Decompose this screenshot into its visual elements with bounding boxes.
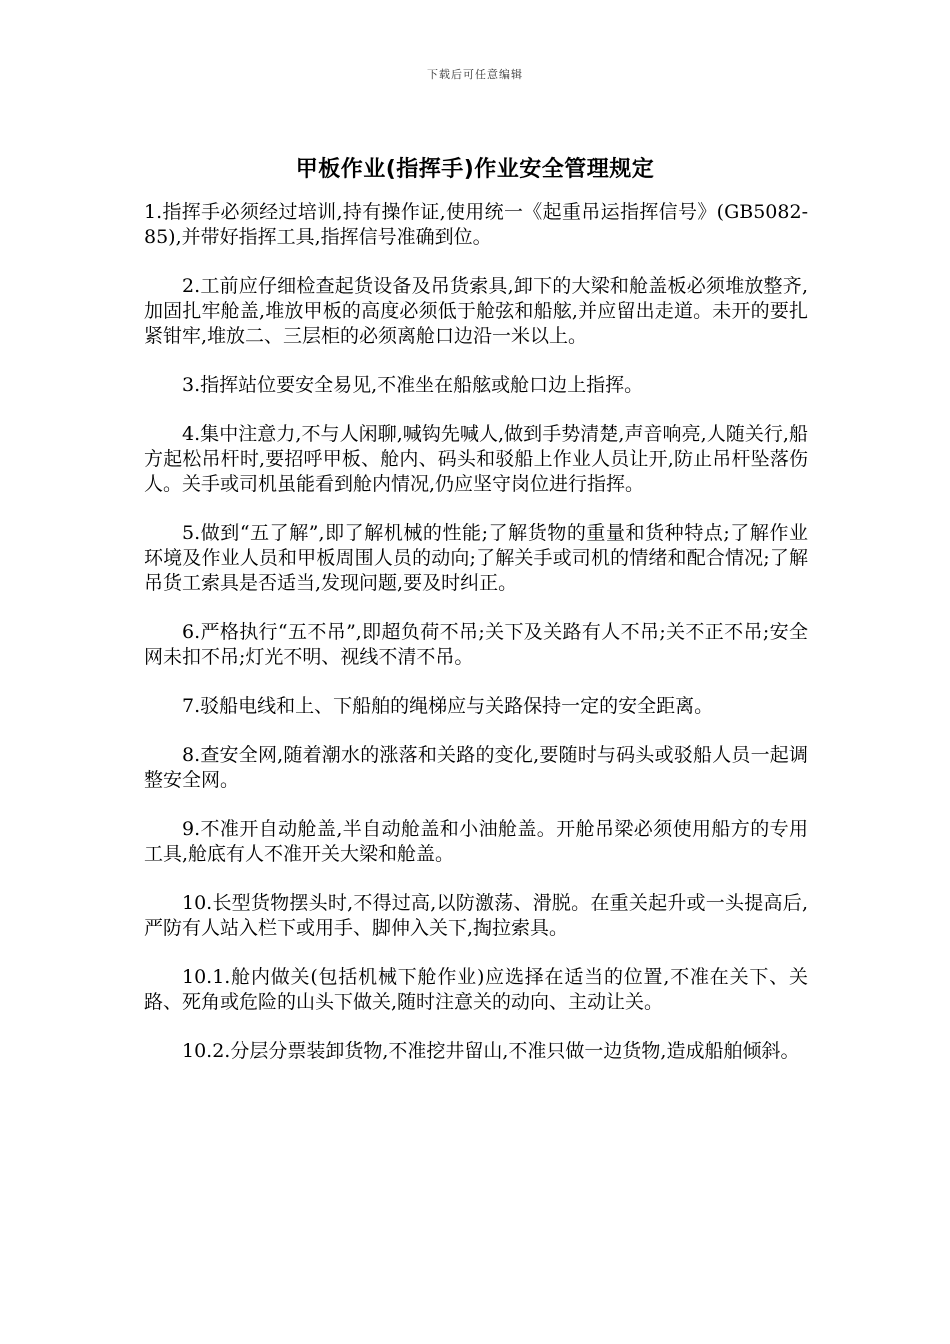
header-note: 下载后可任意编辑 — [427, 68, 523, 81]
paragraph-1: 1.指挥手必须经过培训,持有操作证,使用统一《起重吊运指挥信号》(GB5082-85),并带好指挥工具,指挥信号准确到位。 — [144, 201, 808, 248]
paragraph-3: 3.指挥站位要安全易见,不准坐在船舷或舱口边上指挥。 — [182, 374, 644, 396]
paragraph-2: 2.工前应仔细检查起货设备及吊货索具,卸下的大梁和舱盖板必须堆放整齐,加固扎牢舱盖,堆放甲板的高度必须低于舱弦和船舷,并应留出走道。未开的要扎紧钳牢,堆放二、三层柜的必须离舱口边沿一米以上。 — [144, 275, 808, 347]
paragraph-6: 6.严格执行“五不吊”,即超负荷不吊;关下及关路有人不吊;关不正不吊;安全网未扣不吊;灯光不明、视线不清不吊。 — [144, 621, 808, 668]
paragraph-10: 10.长型货物摆头时,不得过高,以防激荡、滑脱。在重关起升或一头提高后,严防有人站入栏下或用手、脚伸入关下,掏拉索具。 — [144, 892, 808, 939]
paragraph-10-2: 10.2.分层分票装卸货物,不准挖井留山,不准只做一边货物,造成船舶倾斜。 — [182, 1040, 800, 1062]
paragraph-10-1: 10.1.舱内做关(包括机械下舱作业)应选择在适当的位置,不准在关下、关路、死角或危险的山头下做关,随时注意关的动向、主动让关。 — [144, 966, 808, 1013]
paragraph-9: 9.不准开自动舱盖,半自动舱盖和小油舱盖。开舱吊梁必须使用船方的专用工具,舱底有人不准开关大梁和舱盖。 — [144, 818, 808, 865]
paragraph-4: 4.集中注意力,不与人闲聊,喊钩先喊人,做到手势清楚,声音响亮,人随关行,船方起松吊杆时,要招呼甲板、舱内、码头和驳船上作业人员让开,防止吊杆坠落伤人。关手或司机虽能看到舱内情况,仍应坚守岗位进行指挥。 — [144, 423, 808, 495]
document-title: 甲板作业(指挥手)作业安全管理规定 — [295, 157, 655, 182]
paragraph-7: 7.驳船电线和上、下船舶的绳梯应与关路保持一定的安全距离。 — [182, 695, 714, 717]
document-body — [144, 200, 808, 1088]
paragraph-5: 5.做到“五了解”,即了解机械的性能;了解货物的重量和货种特点;了解作业环境及作业人员和甲板周围人员的动向;了解关手或司机的情绪和配合情况;了解吊货工索具是否适当,发现问题,要及时纠正。 — [144, 522, 808, 594]
paragraph-8: 8.查安全网,随着潮水的涨落和关路的变化,要随时与码头或驳船人员一起调整安全网。 — [144, 744, 808, 791]
